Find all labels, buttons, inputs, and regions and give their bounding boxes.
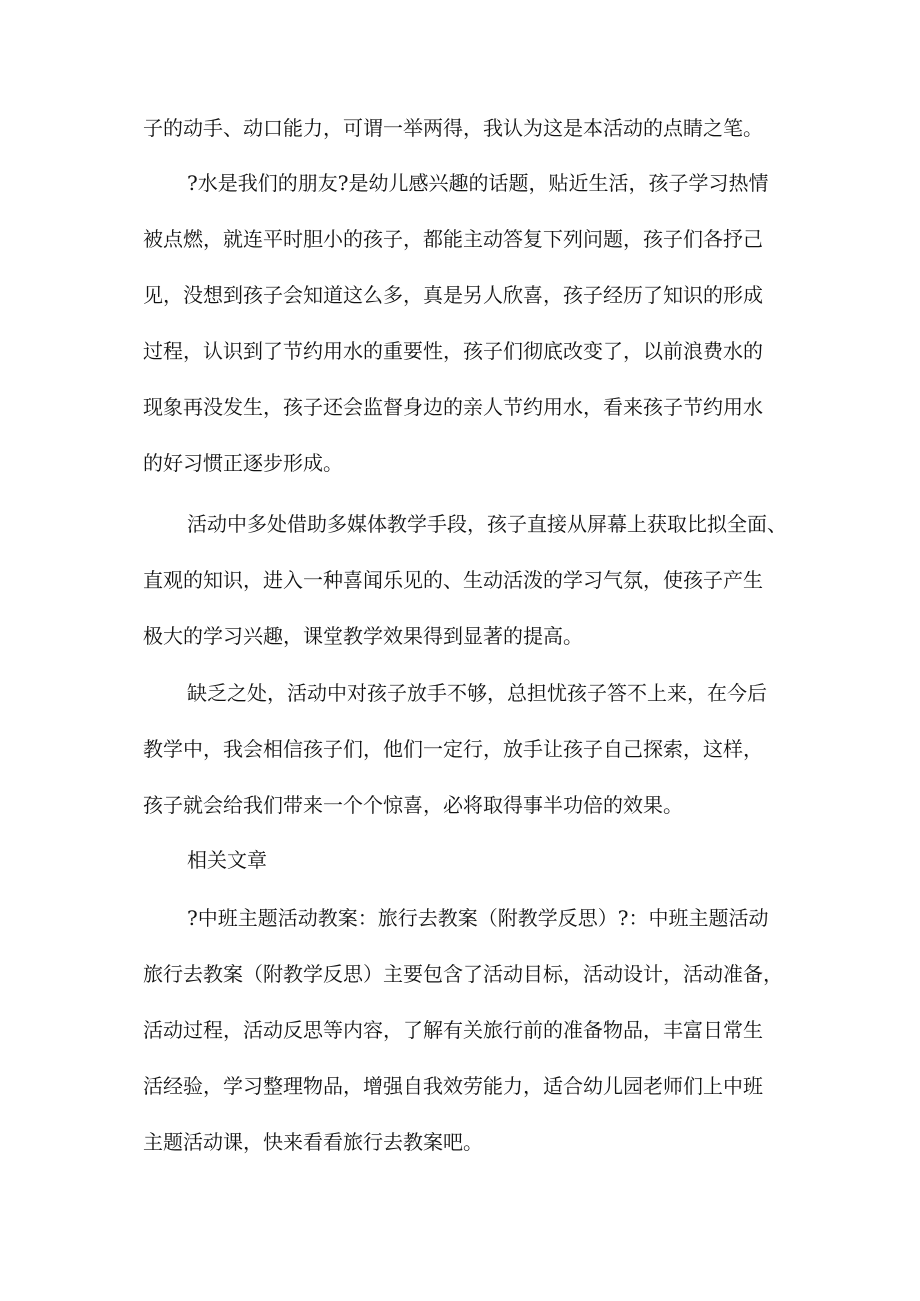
paragraph-line: 的好习惯正逐步形成。 (143, 451, 343, 475)
related-article-link[interactable]: ?中班主题活动教案：旅行去教案（附教学反思）?：中班主题活动 (187, 906, 769, 930)
paragraph-line: 现象再没发生，孩子还会监督身边的亲人节约用水，看来孩子节约用水 (143, 395, 763, 419)
paragraph-line: 教学中，我会相信孩子们，他们一定行，放手让孩子自己探索，这样， (143, 737, 763, 761)
paragraph-line: 活经验，学习整理物品，增强自我效劳能力，适合幼儿园老师们上中班 (143, 1074, 763, 1098)
paragraph-line: 过程，认识到了节约用水的重要性，孩子们彻底改变了，以前浪费水的 (143, 339, 763, 363)
paragraph-line: 被点燃，就连平时胆小的孩子，都能主动答复下列问题，孩子们各抒己 (143, 227, 763, 251)
paragraph-shortcomings (143, 665, 783, 833)
paragraph-line: 见，没想到孩子会知道这么多，真是另人欣喜，孩子经历了知识的形成 (143, 283, 763, 307)
paragraph-line: 旅行去教案（附教学反思）主要包含了活动目标，活动设计，活动准备， (143, 962, 783, 986)
paragraph-water-friend (143, 155, 783, 491)
paragraph-line: 极大的学习兴趣，课堂教学效果得到显著的提高。 (143, 624, 583, 648)
paragraph-line: 缺乏之处，活动中对孩子放手不够，总担忧孩子答不上来，在今后 (187, 681, 767, 705)
paragraph-multimedia (143, 496, 787, 664)
related-article-summary (143, 890, 783, 1170)
paragraph-line: 主题活动课，快来看看旅行去教案吧。 (143, 1130, 483, 1154)
paragraph-line: 活动中多处借助多媒体教学手段，孩子直接从屏幕上获取比拟全面、 (187, 512, 787, 536)
paragraph-line: 孩子就会给我们带来一个个惊喜，必将取得事半功倍的效果。 (143, 793, 683, 817)
related-articles-label: 相关文章 (187, 848, 267, 872)
paragraph-line: ?水是我们的朋友?是幼儿感兴趣的话题，贴近生活，孩子学习热情 (187, 171, 769, 195)
paragraph-continuation (143, 100, 783, 156)
paragraph-line: 直观的知识，进入一种喜闻乐见的、生动活泼的学习气氛，使孩子产生 (143, 568, 763, 592)
paragraph-line: 活动过程，活动反思等内容，了解有关旅行前的准备物品，丰富日常生 (143, 1018, 763, 1042)
related-articles-heading (143, 832, 783, 888)
paragraph-line: 子的动手、动口能力，可谓一举两得，我认为这是本活动的点睛之笔。 (143, 116, 763, 140)
